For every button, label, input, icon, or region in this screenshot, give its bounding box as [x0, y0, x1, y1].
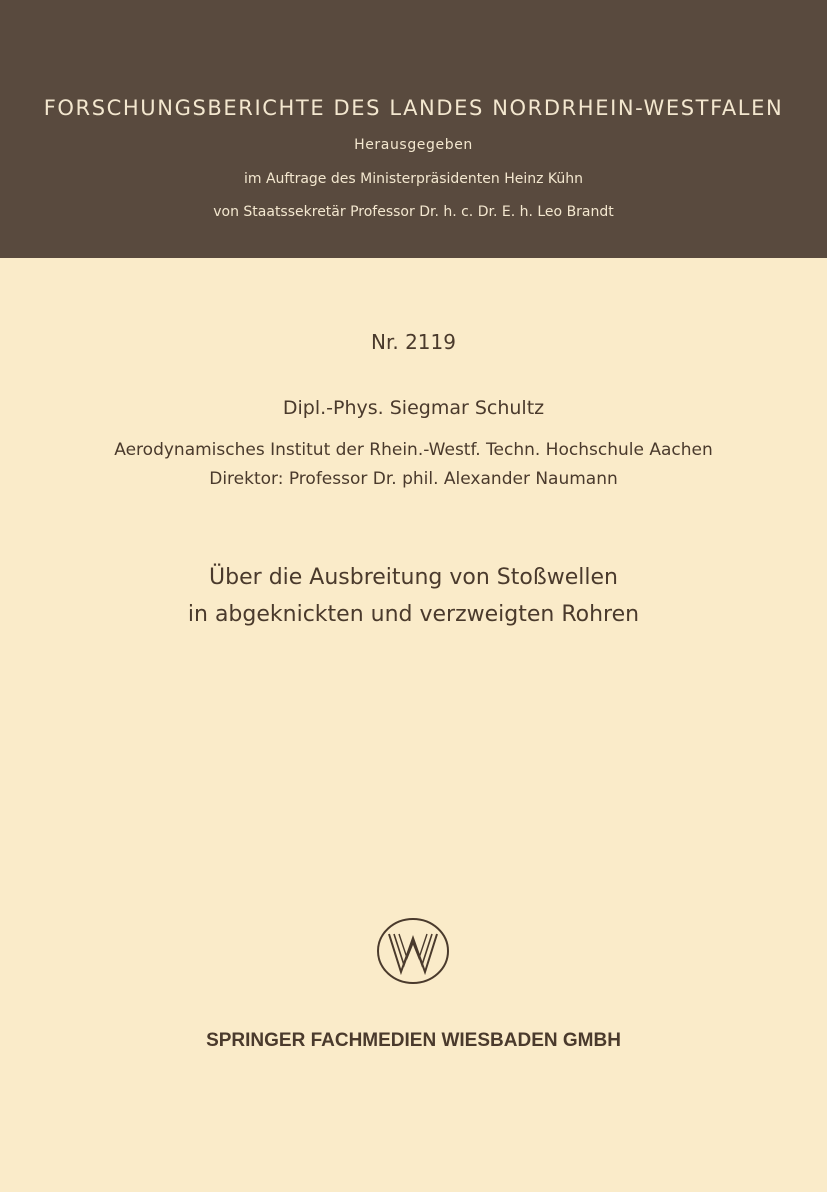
- director-line: Direktor: Professor Dr. phil. Alexander Naumann: [209, 469, 618, 489]
- commission-line: im Auftrage des Ministerpräsidenten Heinz Kühn: [243, 171, 584, 187]
- westdeutscher-verlag-w-logo-icon: [374, 916, 452, 986]
- institute-name: Aerodynamisches Institut der Rhein.-Westf. Techn. Hochschule Aachen: [114, 440, 713, 460]
- editor-line: von Staatssekretär Professor Dr. h. c. Dr. E. h. Leo Brandt: [213, 204, 614, 220]
- editor-label: Herausgegeben: [354, 137, 473, 153]
- book-title-line-2: in abgeknickten und verzweigten Rohren: [187, 602, 640, 627]
- publisher-name: SPRINGER FACHMEDIEN WIESBADEN GMBH: [206, 1030, 621, 1051]
- author-name: Dipl.-Phys. Siegmar Schultz: [282, 397, 545, 419]
- report-number: Nr. 2119: [371, 330, 456, 354]
- book-title-line-1: Über die Ausbreitung von Stoßwellen: [209, 565, 618, 590]
- series-title: FORSCHUNGSBERICHTE DES LANDES NORDRHEIN-WESTFALEN: [43, 96, 784, 120]
- cover-header: [0, 0, 827, 258]
